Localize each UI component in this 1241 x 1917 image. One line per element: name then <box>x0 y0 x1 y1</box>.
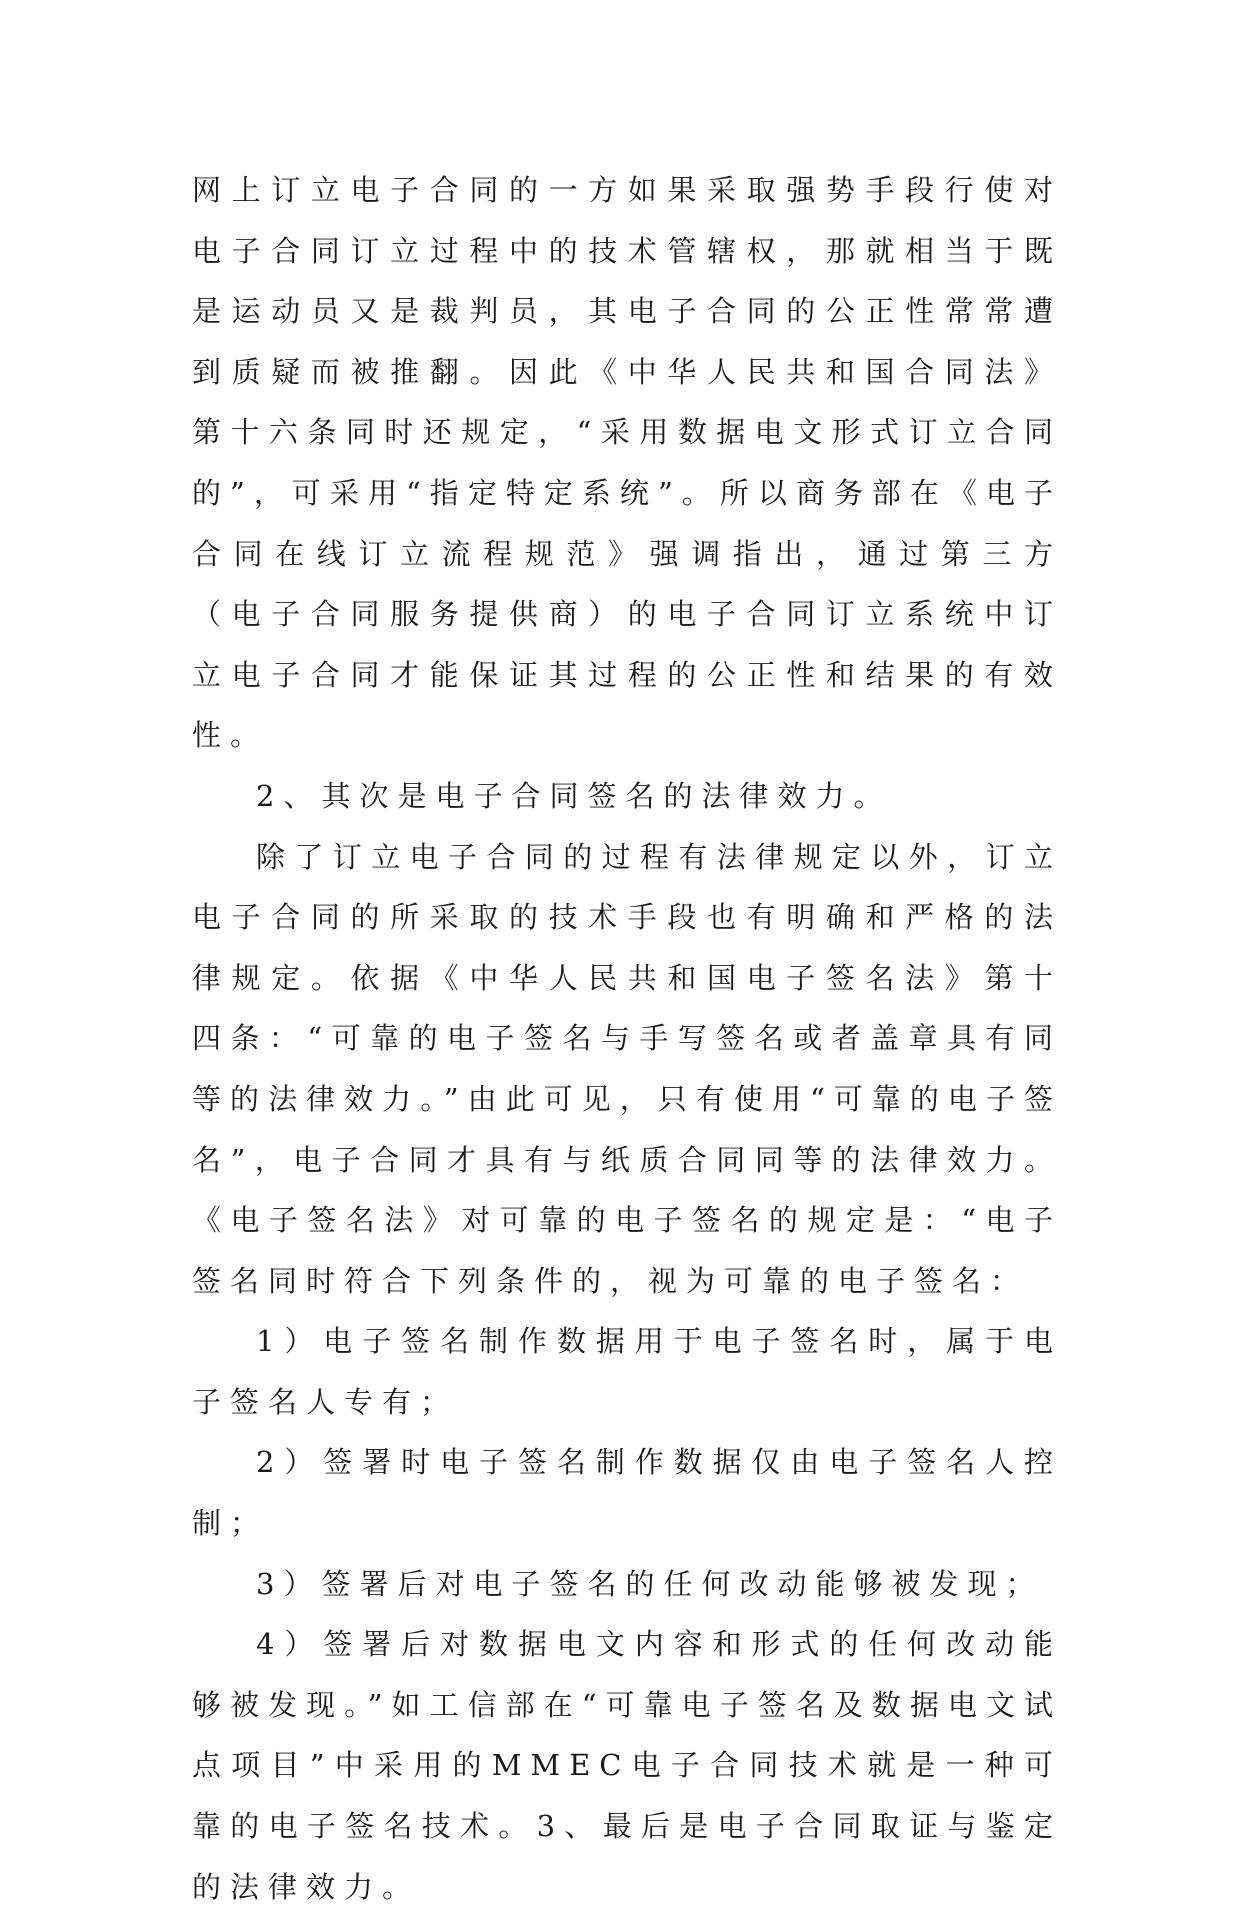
document-body <box>192 160 1062 1917</box>
paragraph-condition-3: 3）签署后对电子签名的任何改动能够被发现； <box>256 1566 1044 1601</box>
paragraph-condition-2: 2）签署时电子签名制作数据仅由电子签名人控制； <box>192 1445 1062 1541</box>
paragraph-condition-1: 1）电子签名制作数据用于电子签名时，属于电子签名人专有； <box>192 1324 1062 1419</box>
paragraph-third-party-system: 网上订立电子合同的一方如果采取强势手段行使对电子合同订立过程中的技术管辖权，那就相当于既是运动员又是裁判员，其电子合同的公正性常常遭到质疑而被推翻。因此《中华人民共和国合同法》第十六条同时还规定，“采用数据电文形式订立合同的”，可采用“指定特定系统”。所以商务部在《电子合同在线订立流程规范》强调指出，通过第三方（电子合同服务提供商）的电子合同订立系统中订立电子合同才能保证其过程的公正性和结果的有效性。 <box>192 173 1062 753</box>
paragraph-heading-signature-validity: 2、其次是电子合同签名的法律效力。 <box>256 778 892 813</box>
paragraph-condition-4: 4）签署后对数据电文内容和形式的任何改动能够被发现。”如工信部在“可靠电子签名及数据电文试点项目”中采用的MMEC电子合同技术就是一种可靠的电子签名技术。3、最后是电子合同取证与鉴定的法律效力。 <box>192 1627 1062 1904</box>
paragraph-reliable-signature-law: 除了订立电子合同的过程有法律规定以外，订立电子合同的所采取的技术手段也有明确和严格的法律规定。依据《中华人民共和国电子签名法》第十四条：“可靠的电子签名与手写签名或者盖章具有同等的法律效力。”由此可见，只有使用“可靠的电子签名”，电子合同才具有与纸质合同同等的法律效力。《电子签名法》对可靠的电子签名的规定是：“电子签名同时符合下列条件的，视为可靠的电子签名： <box>192 839 1062 1298</box>
